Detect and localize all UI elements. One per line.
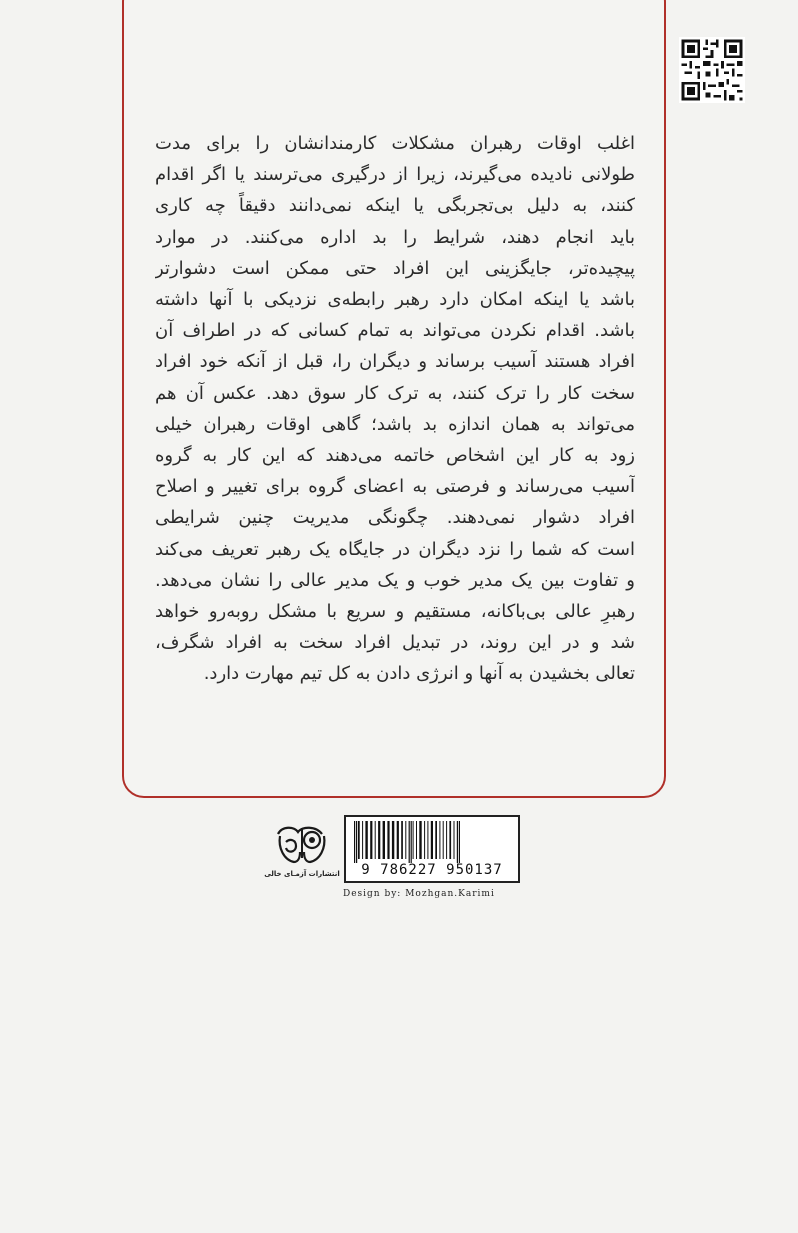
- back-cover-blurb: [155, 128, 635, 690]
- blurb-line: افراد هستند آسیب برساند و دیگران را، قبل از آنکه خود افراد: [155, 351, 635, 373]
- barcode-bars: [352, 821, 514, 863]
- blurb-line: می‌تواند به همان اندازه بد باشد؛ گاهی اوقات رهبران خیلی: [155, 413, 635, 435]
- publisher-name: انتشارات آزمـای خالی: [264, 870, 340, 878]
- blurb-line: آسیب می‌رساند و فرصتی به اعضای گروه برای تغییر و اصلاح: [155, 476, 635, 498]
- designer-credit: Design by: Mozhgan.Karimi: [343, 889, 495, 899]
- blurb-line: تعالی بخشیدن به آنها و انرژی دادن به کل تیم مهارت دارد.: [203, 663, 635, 685]
- isbn-barcode: [344, 815, 520, 883]
- blurb-line: رهبرِ عالی بی‌باکانه، مستقیم و سریع با مشکل روبه‌رو خواهد: [155, 601, 635, 623]
- qr-code-icon: [679, 37, 745, 103]
- blurb-line: افراد دشوار نمی‌دهند. چگونگی مدیریت چنین شرایطی: [155, 507, 635, 529]
- blurb-line: شد و در این روند، در تبدیل افراد سخت به افراد شگرف،: [155, 632, 635, 654]
- blurb-line: طولانی نادیده می‌گیرند، زیرا از درگیری می‌ترسند یا اگر اقدام: [155, 164, 635, 186]
- blurb-line: باید انجام دهند، شرایط را بد اداره می‌کنند. در موارد: [155, 226, 635, 248]
- blurb-line: است که شما را نزد دیگران در جایگاه یک رهبر تعریف می‌کند: [155, 538, 635, 560]
- isbn-number: 9 786227 950137: [361, 862, 503, 878]
- blurb-line: باشد. اقدام نکردن می‌تواند به تمام کسانی که در اطراف آن: [155, 320, 635, 342]
- blurb-line: اغلب اوقات رهبران مشکلات کارمندانشان را برای مدت: [155, 133, 635, 154]
- blurb-line: زود به کار این اشخاص خاتمه می‌دهند که این کار به گروه: [155, 445, 635, 467]
- blurb-line: سخت کار را ترک کنند، به ترک کار سوق دهد. عکس آن هم: [155, 382, 635, 404]
- blurb-line: باشد یا اینکه امکان دارد رهبر رابطه‌ی نزدیکی با آنها داشته: [155, 289, 635, 311]
- blurb-line: کنند، به دلیل بی‌تجربگی یا اینکه نمی‌دانند دقیقاً چه کاری: [155, 195, 635, 217]
- blurb-line: و تفاوت بین یک مدیر خوب و یک مدیر عالی را نشان می‌دهد.: [155, 569, 635, 591]
- blurb-line: پیچیده‌تر، جایگزینی این افراد حتی ممکن است دشوارتر: [155, 257, 635, 279]
